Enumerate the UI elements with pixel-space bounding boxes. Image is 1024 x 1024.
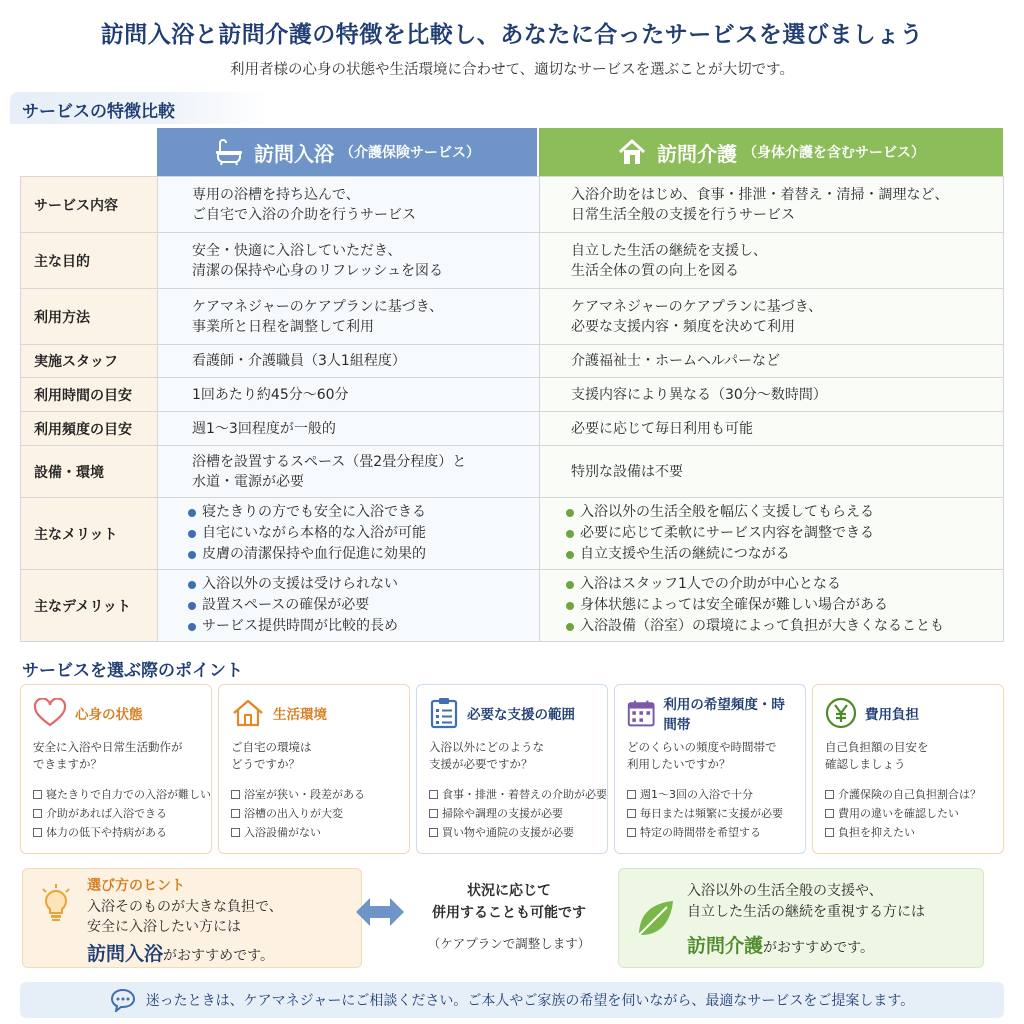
cell-line: 生活全体の質の向上を図る	[571, 262, 739, 279]
recommend-text	[687, 881, 925, 923]
combined-use-note	[404, 880, 614, 952]
checkbox[interactable]	[429, 828, 438, 837]
checkbox[interactable]	[231, 809, 240, 818]
points-section-title: サービスを選ぶ際のポイント	[22, 661, 243, 681]
merit-item	[566, 544, 1003, 565]
row-label: 利用方法	[21, 289, 158, 344]
table-row	[21, 378, 1004, 412]
checkbox[interactable]	[825, 809, 834, 818]
checklist-item[interactable]	[33, 823, 201, 842]
care-cell	[540, 289, 1004, 344]
question-line: 安全に入浴や日常生活動作が	[33, 740, 183, 754]
cell-line: 日常生活全般の支援を行うサービス	[571, 206, 795, 223]
card-head	[231, 695, 399, 731]
merit-item	[188, 544, 539, 565]
checkbox[interactable]	[627, 828, 636, 837]
card-title: 必要な支援の範囲	[467, 707, 575, 723]
card-head	[627, 695, 795, 731]
checklist	[627, 785, 795, 842]
bullet-text: 身体状態によっては安全確保が難しい場合がある	[580, 597, 888, 613]
care-cell	[540, 378, 1004, 411]
recommend-service	[687, 931, 874, 958]
card-question	[825, 739, 993, 775]
checklist-item[interactable]	[231, 804, 399, 823]
combined-line: 併用することも可能です	[432, 905, 586, 921]
bullet-dot	[188, 509, 196, 517]
bullet-text: サービス提供時間が比較的長め	[202, 618, 398, 634]
hint-line: 安全に入浴したい方には	[87, 919, 241, 935]
care-cell	[540, 446, 1004, 497]
merit-item	[188, 502, 539, 523]
cell-line: 浴槽を設置するスペース（畳2畳分程度）と	[192, 453, 467, 470]
card-head	[33, 695, 201, 731]
bullet-dot	[188, 602, 196, 610]
checklist-text: 介護保険の自己負担割合は？	[838, 788, 981, 801]
checkbox[interactable]	[33, 790, 42, 799]
merit-item	[566, 502, 1003, 523]
checkbox[interactable]	[33, 828, 42, 837]
lightbulb-icon	[39, 883, 73, 923]
table-row	[21, 412, 1004, 446]
card-title: 費用負担	[865, 707, 919, 723]
checklist-text: 掃除や調理の支援が必要	[442, 807, 563, 820]
house-icon	[617, 138, 647, 166]
bullet-dot	[566, 509, 574, 517]
page-title: 訪問入浴と訪問介護の特徴を比較し、あなたに合ったサービスを選びましょう	[100, 22, 924, 48]
page-subtitle: 利用者様の心身の状態や生活環境に合わせて、適切なサービスを選ぶことが大切です。	[229, 62, 795, 78]
double-arrow-icon	[354, 894, 406, 930]
checklist-item[interactable]	[429, 785, 607, 804]
row-label: 利用時間の目安	[21, 378, 158, 411]
care-cell	[540, 570, 1004, 641]
table-row	[21, 570, 1004, 642]
point-card-frequency	[614, 684, 806, 854]
bath-cell	[158, 378, 540, 411]
question-line: どのくらいの頻度や時間帯で	[627, 740, 777, 754]
care-cell	[540, 345, 1004, 377]
question-line: できますか？	[33, 757, 102, 771]
checklist-item[interactable]	[627, 785, 795, 804]
bathtub-icon	[214, 138, 244, 166]
demerit-item	[188, 595, 539, 616]
bath-column-note: （介護保険サービス）	[340, 145, 480, 161]
cell-line: ご自宅で入浴の介助を行うサービス	[192, 206, 416, 223]
chat-bubble-icon	[110, 988, 136, 1012]
bullet-text: 設置スペースの確保が必要	[202, 597, 370, 613]
question-line: 入浴以外にどのような	[429, 740, 544, 754]
question-line: ご自宅の環境は	[231, 740, 312, 754]
card-head	[825, 695, 993, 731]
hint-suffix: がおすすめです。	[163, 948, 275, 964]
bullet-text: 自宅にいながら本格的な入浴が可能	[202, 525, 426, 541]
hint-text	[87, 897, 283, 937]
bullet-dot	[566, 623, 574, 631]
cell-line: ケアマネジャーのケアプランに基づき、	[192, 298, 444, 315]
bath-cell	[158, 446, 540, 497]
checklist-item[interactable]	[825, 823, 993, 842]
checklist	[231, 785, 399, 842]
cell-line: 看護師・介護職員（3人1組程度）	[192, 353, 406, 369]
hint-line: 入浴そのものが大きな負担で、	[87, 899, 283, 915]
recommend-box	[618, 868, 984, 968]
checkbox[interactable]	[231, 828, 240, 837]
cell-line: 自立した生活の継続を支援し、	[571, 242, 767, 259]
hint-recommend	[87, 939, 274, 966]
checklist-text: 毎日または頻繁に支援が必要	[640, 807, 783, 820]
cell-line: 安全・快適に入浴していただき、	[192, 242, 402, 259]
checkbox[interactable]	[429, 809, 438, 818]
bullet-dot	[566, 551, 574, 559]
merit-item	[188, 523, 539, 544]
hint-service-name: 訪問入浴	[87, 943, 164, 965]
bullet-dot	[188, 530, 196, 538]
table-row	[21, 233, 1004, 289]
yen-icon	[825, 697, 857, 729]
bath-cell	[158, 345, 540, 377]
card-question	[627, 739, 795, 775]
bullet-text: 入浴以外の生活全般を幅広く支援してもらえる	[580, 504, 874, 520]
heart-icon	[33, 698, 67, 728]
bullet-dot	[188, 551, 196, 559]
care-column-note: （身体介護を含むサービス）	[743, 145, 925, 161]
point-card-environment	[218, 684, 410, 854]
leaf-icon	[633, 897, 677, 941]
bullet-text: 寝たきりの方でも安全に入浴できる	[202, 504, 426, 520]
table-row	[21, 289, 1004, 345]
bullet-text: 必要に応じて柔軟にサービス内容を調整できる	[580, 525, 874, 541]
checklist-text: 週1～3回の入浴で十分	[640, 788, 753, 801]
bullet-dot	[566, 581, 574, 589]
bullet-text: 皮膚の清潔保持や血行促進に効果的	[202, 546, 426, 562]
question-line: 利用したいですか？	[627, 757, 731, 771]
checklist	[429, 785, 607, 842]
checklist-item[interactable]	[627, 823, 795, 842]
cell-line: 介護福祉士・ホームヘルパーなど	[571, 353, 781, 369]
bath-cell	[158, 177, 540, 232]
cell-line: 必要に応じて毎日利用も可能	[571, 420, 753, 437]
cell-line: 支援内容により異なる（30分～数時間）	[571, 386, 827, 403]
checkbox[interactable]	[627, 809, 636, 818]
checkbox[interactable]	[825, 828, 834, 837]
bath-cell	[158, 412, 540, 445]
bullet-text: 入浴以外の支援は受けられない	[202, 576, 398, 592]
care-cell	[540, 233, 1004, 288]
checklist-item[interactable]	[429, 823, 597, 842]
demerit-item	[566, 616, 1003, 637]
bullet-dot	[188, 581, 196, 589]
checklist-text: 食事・排泄・着替えの介助が必要	[442, 788, 607, 801]
question-line: 自己負担額の目安を	[825, 740, 929, 754]
checkbox[interactable]	[627, 790, 636, 799]
checklist-item[interactable]	[429, 804, 597, 823]
checklist-text: 寝たきりで自力での入浴が難しい	[46, 788, 211, 801]
points-cards	[20, 684, 1004, 854]
row-label: 主なデメリット	[21, 570, 158, 641]
care-column-name: 訪問介護	[657, 141, 737, 166]
table-row	[21, 446, 1004, 498]
combined-line: 状況に応じて	[467, 883, 551, 899]
demerit-item	[566, 574, 1003, 595]
cell-line: 特別な設備は不要	[571, 463, 683, 480]
demerit-item	[188, 574, 539, 595]
row-label: 主なメリット	[21, 498, 158, 569]
checklist-text: 入浴設備がない	[244, 826, 321, 839]
checklist-item[interactable]	[825, 804, 993, 823]
recommend-line: 入浴以外の生活全般の支援や、	[687, 883, 883, 899]
card-head	[429, 695, 597, 731]
checklist-item[interactable]	[825, 785, 993, 804]
care-cell	[540, 498, 1004, 569]
cell-line: 清潔の保持や心身のリフレッシュを図る	[192, 262, 444, 279]
comparison-table	[20, 176, 1004, 642]
bullet-dot	[566, 530, 574, 538]
cell-line: ケアマネジャーのケアプランに基づき、	[571, 298, 823, 315]
card-title: 心身の状態	[75, 707, 143, 723]
row-label: 実施スタッフ	[21, 345, 158, 377]
recommend-suffix: がおすすめです。	[763, 940, 875, 956]
checklist	[825, 785, 993, 842]
checkbox[interactable]	[33, 809, 42, 818]
recommend-service-name: 訪問介護	[687, 935, 764, 957]
combined-subnote: （ケアプランで調整します）	[427, 936, 591, 951]
checklist-text: 費用の違いを確認したい	[838, 807, 959, 820]
row-label: 利用頻度の目安	[21, 412, 158, 445]
checklist-item[interactable]	[33, 785, 211, 804]
card-title: 生活環境	[273, 707, 327, 723]
checklist-text: 浴槽の出入りが大変	[244, 807, 343, 820]
bullet-text: 入浴設備（浴室）の環境によって負担が大きくなることも	[580, 618, 944, 634]
checklist-text: 浴室が狭い・段差がある	[244, 788, 365, 801]
bullet-dot	[188, 623, 196, 631]
checklist-item[interactable]	[231, 785, 399, 804]
question-line: 支援が必要ですか？	[429, 757, 533, 771]
demerit-item	[188, 616, 539, 637]
bath-column-name: 訪問入浴	[254, 141, 334, 166]
home-icon	[231, 698, 265, 728]
bullet-text: 入浴はスタッフ1人での介助が中心となる	[580, 576, 841, 592]
checklist-icon	[429, 697, 459, 729]
checkbox[interactable]	[429, 790, 438, 799]
bullet-dot	[566, 602, 574, 610]
checklist-item[interactable]	[33, 804, 201, 823]
checklist-item[interactable]	[627, 804, 795, 823]
hint-box	[22, 868, 362, 968]
card-question	[33, 739, 201, 775]
checkbox[interactable]	[825, 790, 834, 799]
checklist	[33, 785, 211, 842]
point-card-condition	[20, 684, 212, 854]
care-cell	[540, 412, 1004, 445]
cell-line: 週1～3回程度が一般的	[192, 420, 336, 437]
column-header-care	[539, 128, 1003, 176]
checklist-text: 体力の低下や持病がある	[46, 826, 167, 839]
row-label: 主な目的	[21, 233, 158, 288]
cell-line: 必要な支援内容・頻度を決めて利用	[571, 318, 795, 335]
bath-cell	[158, 233, 540, 288]
footer-note	[20, 982, 1004, 1018]
checklist-item[interactable]	[231, 823, 399, 842]
demerit-item	[566, 595, 1003, 616]
row-label: サービス内容	[21, 177, 158, 232]
calendar-icon	[627, 697, 655, 729]
hint-title: 選び方のヒント	[87, 878, 185, 894]
table-row	[21, 177, 1004, 233]
question-line: 確認しましょう	[825, 757, 906, 771]
bath-cell	[158, 570, 540, 641]
cell-line: 専用の浴槽を持ち込んで、	[192, 186, 360, 203]
card-question	[231, 739, 399, 775]
recommend-line: 自立した生活の継続を重視する方には	[687, 904, 925, 920]
question-line: どうですか？	[231, 757, 300, 771]
cell-line: 水道・電源が必要	[192, 473, 304, 490]
bath-cell	[158, 289, 540, 344]
checklist-text: 負担を抑えたい	[838, 826, 915, 839]
comparison-section-title: サービスの特徴比較	[10, 92, 270, 124]
table-row	[21, 345, 1004, 378]
bath-cell	[158, 498, 540, 569]
point-card-support-scope	[416, 684, 608, 854]
bullet-text: 自立支援や生活の継続につながる	[580, 546, 790, 562]
checklist-text: 介助があれば入浴できる	[46, 807, 167, 820]
row-label: 設備・環境	[21, 446, 158, 497]
point-card-cost	[812, 684, 1004, 854]
footer-text: 迷ったときは、ケアマネジャーにご相談ください。ご本人やご家族の希望を伺いながら、最適なサービスをご提案します。	[145, 993, 915, 1009]
cell-line: 事業所と日程を調整して利用	[192, 318, 374, 335]
card-question	[429, 739, 597, 775]
checkbox[interactable]	[231, 790, 240, 799]
cell-line: 1回あたり約45分～60分	[192, 386, 349, 403]
merit-item	[566, 523, 1003, 544]
column-header-bath	[157, 128, 537, 176]
table-row	[21, 498, 1004, 570]
checklist-text: 買い物や通院の支援が必要	[442, 826, 574, 839]
cell-line: 入浴介助をはじめ、食事・排泄・着替え・清掃・調理など、	[571, 186, 949, 203]
card-title: 利用の希望頻度・時間帯	[663, 697, 785, 733]
care-cell	[540, 177, 1004, 232]
checklist-text: 特定の時間帯を希望する	[640, 826, 761, 839]
